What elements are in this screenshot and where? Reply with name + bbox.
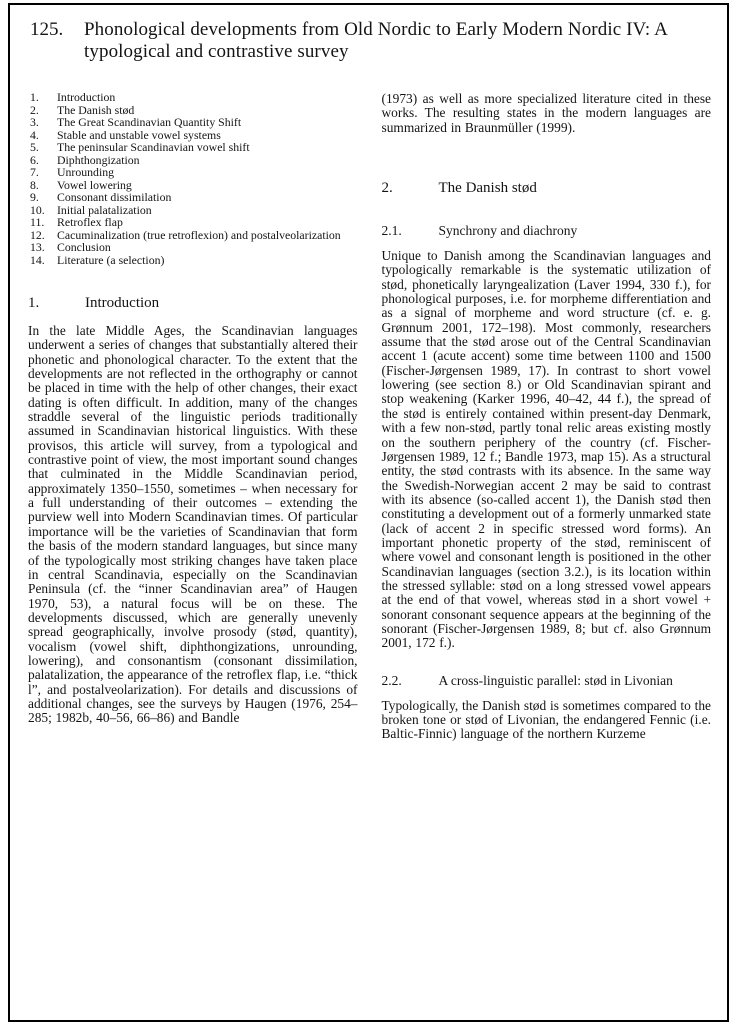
toc-item-number: 10. (30, 202, 45, 217)
table-of-contents (28, 91, 358, 266)
subsection-heading-livonian-parallel (382, 673, 712, 689)
section-title: Introduction (85, 295, 160, 311)
toc-item-number: 3. (30, 115, 39, 129)
toc-item-number: 1. (30, 90, 39, 104)
toc-item (30, 216, 358, 229)
toc-item (30, 166, 358, 179)
subsection-title: A cross-linguistic parallel: stød in Livonian (438, 672, 673, 688)
section-heading-introduction (28, 294, 358, 312)
toc-item-number: 14. (30, 252, 45, 267)
subsection-number: 2.2. (381, 672, 402, 688)
subsection-number: 2.1. (381, 223, 402, 239)
toc-item-label: Introduction (57, 90, 116, 104)
toc-item-label: The Great Scandinavian Quantity Shift (57, 115, 242, 129)
two-column-body (28, 89, 711, 742)
toc-item-number: 9. (30, 190, 39, 204)
toc-item-label: Cacuminalization (true retroflexion) and postalveolarization (57, 227, 341, 242)
article-title: Phonological developments from Old Nordic to Early Modern Nordic IV: A typological and contrastive survey (84, 19, 667, 62)
toc-item (30, 91, 358, 104)
toc-item-number: 5. (30, 140, 39, 154)
toc-item-number: 12. (30, 227, 45, 242)
toc-item-number: 7. (30, 165, 39, 179)
toc-item-number: 8. (30, 177, 39, 192)
paragraph-synchrony-diachrony: Unique to Danish among the Scandinavian languages and typologically remarkable is the systematic utilization of stød, phonetically laryngealization (Laver 1994, 330 f.), for phonological purposes, i.e. for morpheme differentiation and as a signal of morpheme and word structure (cf. e. g. Grønnum 2001, 172–198). Most commonly, researchers assume that the stød arose out of the Central Scandinavian accent 1 (acute accent) some time between 1100 and 1500 (Fischer-Jørgensen 1989, 17). In contrast to short vowel lowering (see section 8.) or Old Scandinavian spirant and stop weakening (Karker 1996, 40–42, 44 f.), the spread of the stød is entirely contained within present-day Denmark, with a few non-stød, partly tonal relic areas existing mostly on the southern periphery of the country (cf. Fischer-Jørgensen 1989, 12 f.; Bandle 1973, map 15). As a structural entity, the stød contrasts with its absence. In the same way the Swedish-Norwegian accent 2 may be said to contrast with its absence (so-called accent 1), the Danish stød then constituting a development out of a formerly unmarked state (lack of accent 2 in specific stressed word forms). An important phonetic property of the stød, reminiscent of where vowel and consonant length is positioned in the other Scandinavian languages (section 3.2.), is its location within the stressed syllable: stød on a long stressed vowel appears at the end of that vowel, whereas stød in a short vowel + sonorant consonant sequence appears at the beginning of the sonorant (Fischer-Jørgensen 1989, 8; but cf. also Grønnum 2001, 172 f.). (381, 248, 711, 651)
toc-item (30, 254, 358, 267)
paragraph-introduction: In the late Middle Ages, the Scandinavian languages underwent a series of changes that substantially altered their phonetic and phonological character. To the extent that the developments are not reflected in the orthography or cannot be placed in time with the help of other changes, their exact dating is often difficult. In addition, many of the changes straddle several of the linguistic periods traditionally assumed in Scandinavian historical linguistics. With these provisos, this article will survey, from a typological and contrastive point of view, the most important sound changes that culminated in the Middle Scandinavian period, approximately 1350–1550, sometimes – when necessary for a full understanding of their outcomes – extending the purview well into Modern Scandinavian times. Of particular importance will be the varieties of Scandinavian that form the basis of the modern standard languages, but since many of the typologically most striking changes have taken place in central Scandinavia, especially on the Scandinavian Peninsula (cf. the “inner Scandinavian area” of Haugen 1970, 53), a natural focus will be on these. The developments discussed, which are generally unevenly spread geographically, involve prosody (stød, quantity), vocalism (vowel shift, diphthongizations, unrounding, lowering), and consonantism (consonant dissimilation, palatalization, the appearance of the retroflex flap, i.e. “thick l”, and postalveolarization). For details and discussions of additional changes, see the surveys by Haugen (1976, 254–285; 1982b, 40–56, 66–86) and Bandle (28, 323, 358, 726)
section-heading-danish-stod (382, 179, 712, 197)
toc-item-label: The Danish stød (57, 102, 135, 117)
article-number: 125. (30, 19, 64, 40)
toc-item-label: Consonant dissimilation (57, 190, 172, 204)
document-page (8, 3, 729, 1022)
toc-item-number: 4. (30, 127, 39, 142)
toc-item-label: Stable and unstable vowel systems (57, 127, 221, 142)
section-number: 2. (381, 180, 393, 197)
toc-item-label: The peninsular Scandinavian vowel shift (57, 140, 250, 154)
toc-item (30, 241, 358, 254)
article-header (28, 17, 711, 63)
toc-item (30, 116, 358, 129)
subsection-title: Synchrony and diachrony (438, 223, 578, 239)
toc-item-number: 13. (30, 240, 45, 254)
toc-item-label: Retroflex flap (57, 215, 123, 229)
toc-item-label: Initial palatalization (57, 202, 152, 217)
toc-item-label: Vowel lowering (57, 177, 132, 192)
section-title: The Danish stød (438, 180, 537, 197)
toc-item-number: 11. (30, 215, 45, 229)
paragraph-continuation: (1973) as well as more specialized literature cited in these works. The resulting states in the modern languages are summarized in Braunmüller (1999). (381, 91, 711, 135)
toc-item (30, 141, 358, 154)
toc-item-number: 6. (30, 152, 39, 167)
toc-item-label: Conclusion (57, 240, 111, 254)
toc-item-label: Literature (a selection) (57, 252, 165, 267)
paragraph-livonian-parallel: Typologically, the Danish stød is sometimes compared to the broken tone or stød of Livonian, the endangered Fennic (i.e. Baltic-Finnic) language of the northern Kurzeme (381, 697, 711, 742)
section-number: 1. (28, 295, 40, 311)
toc-item-number: 2. (30, 102, 39, 117)
left-column (28, 89, 358, 742)
toc-item-label: Unrounding (57, 165, 115, 179)
toc-item (30, 191, 358, 204)
subsection-heading-synchrony-diachrony (382, 223, 712, 239)
toc-item-label: Diphthongization (57, 152, 140, 167)
right-column (382, 89, 712, 742)
